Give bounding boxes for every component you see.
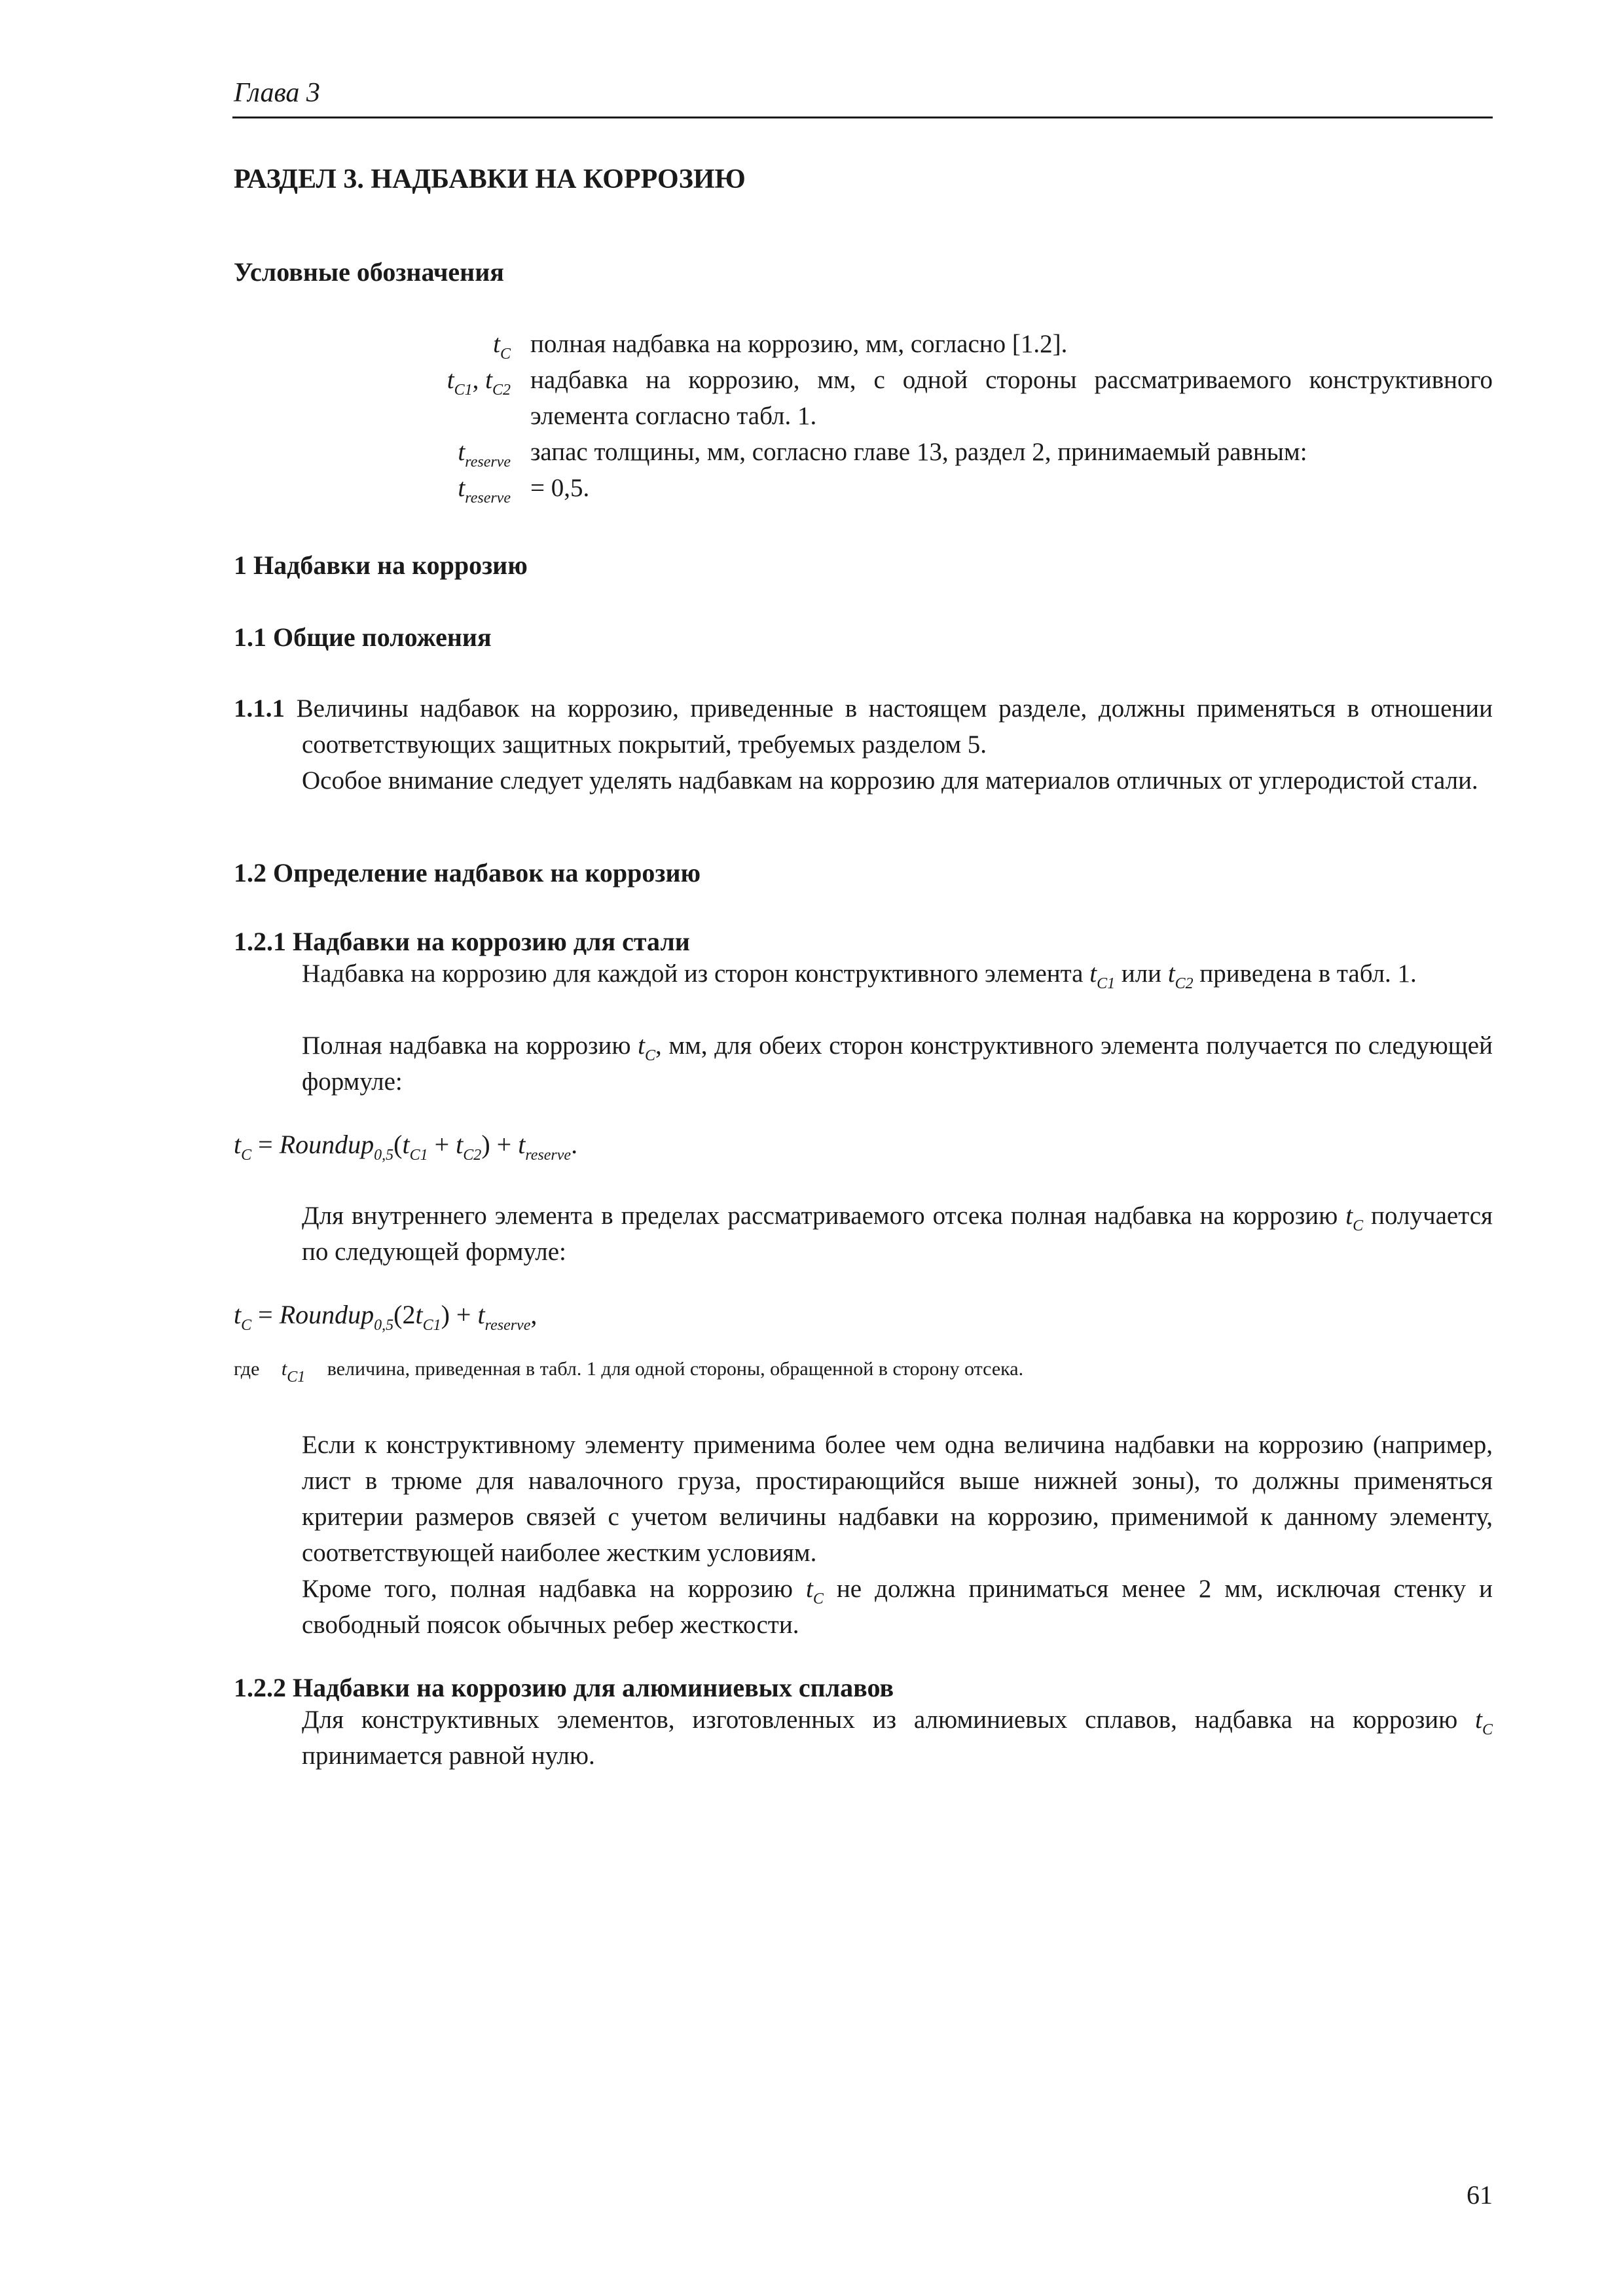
symbol-tc: $t_C$ xyxy=(493,330,511,363)
formula-total-allowance: $t_C$ = $Roundup_{0,5}(t_{C1} + t_{C2}) + t_{reserve}$. xyxy=(234,1130,578,1164)
symbol-tc1-tc2: $t_{C1}$, $t_{C2}$ xyxy=(447,366,511,399)
paragraph-multiple-allowances: Если к конструктивному элементу применима более чем одна величина надбавки на коррозию (например, лист в трюме для навалочного груза, простирающийся выше нижней зоны), то должны применяться критерии размеров связей с учетом величины надбавки на коррозию, применимой к данному элементу, соответствующей наиболее жестким условиям. xyxy=(302,1431,1493,1567)
where-clause xyxy=(234,1358,1024,1386)
symbols-heading: Условные обозначения xyxy=(234,257,504,287)
where-symbol: $t_{C1}$ xyxy=(281,1358,306,1386)
section-title: РАЗДЕЛ 3. НАДБАВКИ НА КОРРОЗИЮ xyxy=(234,164,746,194)
paragraph-internal-element: Для внутреннего элемента в пределах рассматриваемого отсека полная надбавка на коррозию $t_C$ получается по следующей формуле: xyxy=(302,1202,1493,1266)
paragraph-total-allowance: Полная надбавка на коррозию $t_C$, мм, для обеих сторон конструктивного элемента получается по следующей формуле: xyxy=(302,1031,1493,1096)
heading-1-2: 1.2 Определение надбавок на коррозию xyxy=(234,858,701,888)
symbol-treserve-2: $t_{reserve}$ xyxy=(458,474,511,507)
symbol-tc12-desc: надбавка на коррозию, мм, с одной стороны рассматриваемого конструктивного элемента согласно табл. 1. xyxy=(530,366,1493,430)
paragraph-1-1-1-text2: Особое внимание следует уделять надбавкам на коррозию для материалов отличных от углеродистой стали. xyxy=(302,766,1478,795)
paragraph-aluminium: Для конструктивных элементов, изготовленных из алюминиевых сплавов, надбавка на коррозию $t_C$ принимается равной нулю. xyxy=(302,1706,1493,1770)
symbol-tc-desc: полная надбавка на коррозию, мм, согласно [1.2]. xyxy=(530,330,1068,358)
formula-internal-element: $t_C$ = $Roundup_{0,5}(2t_{C1}) + t_{reserve}$, xyxy=(234,1300,538,1334)
where-word: где xyxy=(234,1358,260,1380)
page-number: 61 xyxy=(1467,2180,1493,2210)
heading-1-1: 1.1 Общие положения xyxy=(234,622,492,652)
paragraph-minimum-allowance: Кроме того, полная надбавка на коррозию $t_C$ не должна приниматься менее 2 мм, исключая стенку и свободный поясок обычных ребер жесткости. xyxy=(302,1575,1493,1639)
symbol-treserve: $t_{reserve}$ xyxy=(458,438,511,471)
paragraph-side-allowance: Надбавка на коррозию для каждой из сторон конструктивного элемента $t_{C1}$ или $t_{C2}$ приведена в табл. 1. xyxy=(302,960,1417,992)
heading-1-2-2: 1.2.2 Надбавки на коррозию для алюминиевых сплавов xyxy=(234,1673,894,1702)
paragraph-1-1-1-number: 1.1.1 xyxy=(234,694,285,723)
heading-1-2-1: 1.2.1 Надбавки на коррозию для стали xyxy=(234,927,690,956)
paragraph-1-1-1 xyxy=(234,691,1493,798)
where-desc: величина, приведенная в табл. 1 для одной стороны, обращенной в сторону отсека. xyxy=(327,1358,1024,1380)
symbol-treserve-desc: запас толщины, мм, согласно главе 13, раздел 2, принимаемый равным: xyxy=(530,438,1307,466)
paragraph-1-1-1-text: Величины надбавок на коррозию, приведенные в настоящем разделе, должны применяться в отношении соответствующих защитных покрытий, требуемых разделом 5. xyxy=(296,694,1493,759)
header-rule xyxy=(232,117,1493,118)
heading-1: 1 Надбавки на коррозию xyxy=(234,550,528,580)
chapter-label: Глава 3 xyxy=(234,78,320,108)
symbol-treserve-value: = 0,5. xyxy=(530,474,590,502)
